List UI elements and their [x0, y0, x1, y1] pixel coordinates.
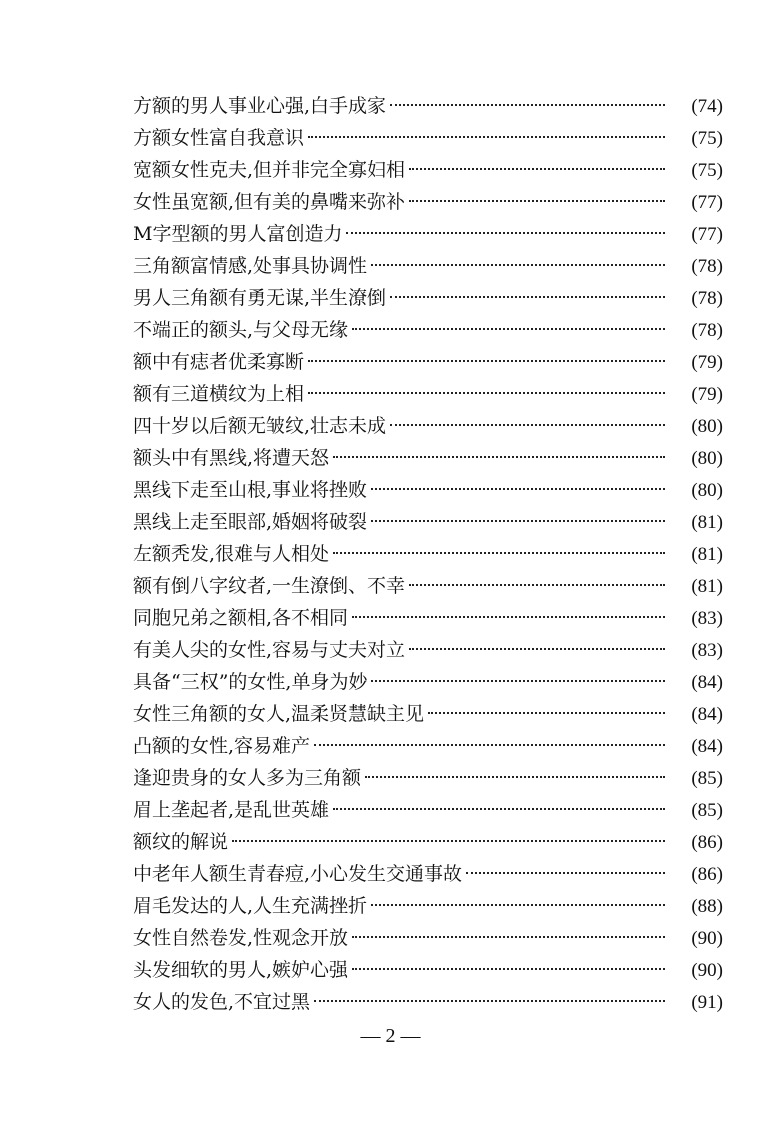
toc-entry-page: (80) [691, 416, 723, 437]
dot-leader [308, 360, 665, 362]
toc-entry-title: 额有三道横纹为上相 [133, 383, 305, 405]
dot-leader [308, 136, 665, 138]
toc-entry-page: (77) [691, 192, 723, 213]
toc-entry[interactable] [133, 570, 723, 602]
dot-leader [409, 648, 665, 650]
dot-leader [333, 552, 665, 554]
dot-leader [333, 808, 665, 810]
dot-leader [352, 968, 665, 970]
toc-entry[interactable] [133, 698, 723, 730]
toc-entry[interactable] [133, 634, 723, 666]
toc-entry-title: 黑线上走至眼部,婚姻将破裂 [133, 511, 368, 533]
toc-entry[interactable] [133, 186, 723, 218]
toc-entry-page: (81) [691, 576, 723, 597]
toc-entry[interactable] [133, 282, 723, 314]
dot-leader [409, 168, 665, 170]
toc-entry-title: 不端正的额头,与父母无缘 [133, 319, 349, 341]
dot-leader [346, 232, 665, 234]
toc-entry[interactable] [133, 666, 723, 698]
toc-entry-page: (80) [691, 480, 723, 501]
dot-leader [409, 200, 665, 202]
toc-entry-title: 中老年人额生青春痘,小心发生交通事故 [133, 863, 463, 885]
toc-entry[interactable] [133, 90, 723, 122]
toc-entry-page: (84) [691, 704, 723, 725]
toc-entry[interactable] [133, 122, 723, 154]
dot-leader [466, 872, 665, 874]
toc-entry-title: 女性三角额的女人,温柔贤慧缺主见 [133, 703, 425, 725]
toc-entry-page: (83) [691, 640, 723, 661]
dot-leader [371, 488, 665, 490]
toc-entry[interactable] [133, 890, 723, 922]
toc-entry-title: 左额秃发,很难与人相处 [133, 543, 330, 565]
toc-entry[interactable] [133, 538, 723, 570]
toc-entry-page: (85) [691, 800, 723, 821]
toc-entry-title: 额中有痣者优柔寡断 [133, 351, 305, 373]
toc-entry-title: 男人三角额有勇无谋,半生潦倒 [133, 287, 387, 309]
toc-entry[interactable] [133, 154, 723, 186]
toc-entry-page: (86) [691, 864, 723, 885]
toc-entry-title: 同胞兄弟之额相,各不相同 [133, 607, 349, 629]
dot-leader [314, 744, 665, 746]
toc-entry[interactable] [133, 474, 723, 506]
dot-leader [390, 424, 665, 426]
toc-entry-page: (84) [691, 736, 723, 757]
toc-entry-page: (78) [691, 288, 723, 309]
toc-entry-page: (80) [691, 448, 723, 469]
toc-entry[interactable] [133, 410, 723, 442]
toc-entry-page: (88) [691, 896, 723, 917]
toc-entry-title: 凸额的女性,容易难产 [133, 735, 311, 757]
toc-entry[interactable] [133, 922, 723, 954]
toc-entry-title: 女性自然卷发,性观念开放 [133, 927, 349, 949]
toc-entry-page: (75) [691, 128, 723, 149]
dot-leader [390, 104, 665, 106]
toc-entry-page: (85) [691, 768, 723, 789]
dot-leader [314, 1000, 665, 1002]
toc-entry-page: (90) [691, 960, 723, 981]
toc-entry-page: (79) [691, 384, 723, 405]
toc-entry-page: (79) [691, 352, 723, 373]
toc-entry[interactable] [133, 506, 723, 538]
toc-entry-title: 额头中有黑线,将遭天怒 [133, 447, 330, 469]
toc-entry-page: (74) [691, 96, 723, 117]
toc-entry-title: 头发细软的男人,嫉妒心强 [133, 959, 349, 981]
toc-entry-title: 女性虽宽额,但有美的鼻嘴来弥补 [133, 191, 406, 213]
toc-entry-title: 眉毛发达的人,人生充满挫折 [133, 895, 368, 917]
toc-entry-page: (90) [691, 928, 723, 949]
toc-entry-page: (83) [691, 608, 723, 629]
dot-leader [333, 456, 665, 458]
toc-entry-title: 宽额女性克夫,但并非完全寡妇相 [133, 159, 406, 181]
toc-entry-title: 眉上垄起者,是乱世英雄 [133, 799, 330, 821]
page-number: — 2 — [360, 1025, 421, 1047]
toc-entry-title: M字型额的男人富创造力 [133, 223, 343, 245]
toc-entry-title: 方额的男人事业心强,白手成家 [133, 95, 387, 117]
dot-leader [232, 840, 665, 842]
toc-entry-page: (81) [691, 544, 723, 565]
toc-entry[interactable] [133, 730, 723, 762]
toc-entry[interactable] [133, 442, 723, 474]
toc-entry-title: 有美人尖的女性,容易与丈夫对立 [133, 639, 406, 661]
dot-leader [371, 520, 665, 522]
toc-entry[interactable] [133, 218, 723, 250]
toc-entry-title: 女人的发色,不宜过黑 [133, 991, 311, 1013]
dot-leader [352, 936, 665, 938]
toc-entry[interactable] [133, 762, 723, 794]
toc-entry-page: (84) [691, 672, 723, 693]
toc-entry-page: (77) [691, 224, 723, 245]
toc-entry[interactable] [133, 602, 723, 634]
toc-entry-page: (91) [691, 992, 723, 1013]
toc-entry-title: 额有倒八字纹者,一生潦倒、不幸 [133, 575, 406, 597]
toc-entry[interactable] [133, 826, 723, 858]
table-of-contents [133, 90, 723, 1018]
toc-entry-title: 方额女性富自我意识 [133, 127, 305, 149]
toc-entry[interactable] [133, 346, 723, 378]
dot-leader [352, 616, 665, 618]
dot-leader [352, 328, 665, 330]
toc-entry[interactable] [133, 314, 723, 346]
toc-entry[interactable] [133, 250, 723, 282]
dot-leader [371, 680, 665, 682]
dot-leader [308, 392, 665, 394]
toc-entry-title: 额纹的解说 [133, 831, 229, 853]
toc-entry[interactable] [133, 794, 723, 826]
toc-entry[interactable] [133, 378, 723, 410]
dot-leader [428, 712, 665, 714]
toc-entry-page: (78) [691, 256, 723, 277]
toc-entry-page: (81) [691, 512, 723, 533]
toc-entry[interactable] [133, 858, 723, 890]
toc-entry-page: (86) [691, 832, 723, 853]
dot-leader [371, 904, 665, 906]
toc-entry-title: 三角额富情感,处事具协调性 [133, 255, 368, 277]
toc-entry-title: 四十岁以后额无皱纹,壮志未成 [133, 415, 387, 437]
dot-leader [390, 296, 665, 298]
toc-entry[interactable] [133, 954, 723, 986]
toc-entry-page: (75) [691, 160, 723, 181]
dot-leader [365, 776, 665, 778]
toc-entry-title: 具备“三权”的女性,单身为妙 [133, 671, 368, 693]
toc-entry[interactable] [133, 986, 723, 1018]
dot-leader [409, 584, 665, 586]
toc-entry-page: (78) [691, 320, 723, 341]
toc-entry-title: 逢迎贵身的女人多为三角额 [133, 767, 362, 789]
toc-entry-title: 黑线下走至山根,事业将挫败 [133, 479, 368, 501]
dot-leader [371, 264, 665, 266]
